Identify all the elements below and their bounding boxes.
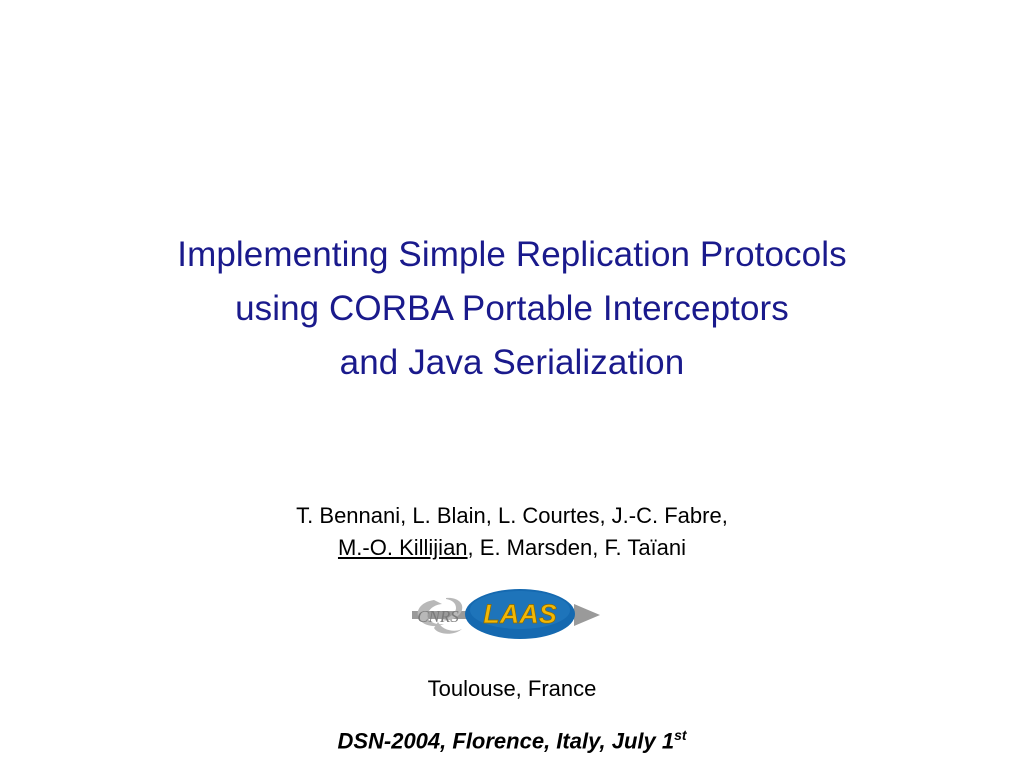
title-line-2: using CORBA Portable Interceptors bbox=[235, 289, 789, 328]
venue-city: Toulouse, France bbox=[427, 676, 597, 701]
venue-conference-text: DSN-2004, Florence, Italy, July 1 bbox=[337, 728, 675, 754]
title-line-3: and Java Serialization bbox=[339, 343, 685, 382]
svg-text:LAAS: LAAS bbox=[483, 599, 557, 629]
svg-text:CNRS: CNRS bbox=[417, 607, 459, 626]
title-line-1: Implementing Simple Replication Protocols bbox=[177, 235, 847, 274]
authors-list bbox=[0, 500, 1024, 564]
laas-cnrs-logo bbox=[404, 584, 620, 644]
logo-container bbox=[0, 584, 1024, 644]
authors-line-2-rest: , E. Marsden, F. Taïani bbox=[467, 535, 687, 560]
venue-conference bbox=[0, 720, 1024, 756]
venue-conference-suffix: st bbox=[674, 727, 687, 743]
presenting-author: M.-O. Killijian bbox=[337, 535, 468, 560]
authors-line-1: T. Bennani, L. Blain, L. Courtes, J.-C. Fabre, bbox=[296, 503, 728, 528]
venue-info bbox=[0, 674, 1024, 756]
laas-cnrs-logo-icon bbox=[404, 584, 620, 644]
authors-line-2 bbox=[0, 532, 1024, 564]
page-title bbox=[0, 228, 1024, 390]
